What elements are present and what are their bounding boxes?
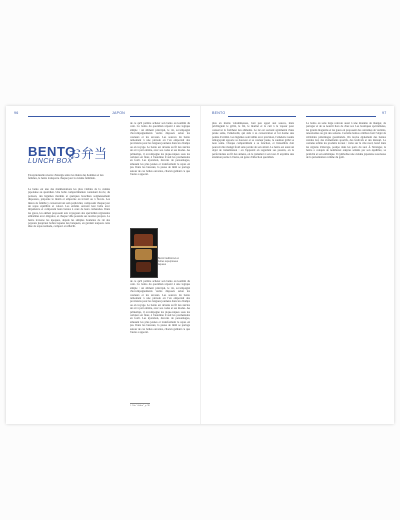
text-column-3: plus en moins volumineuses, font peu appel aux sauces, mais privilégient le grillé, le frit, le mariné et le cuit à la vapeur pour conserver la fraîcheur des aliments. Le riz est souvent agrémenté d'une prune salée, l'umeboshi, qui aide à sa conservation et lui donne une pointe d'acidité. Les légumes sont taillés avec précision, l'omelette roulée tamagoyaki apporte sa douceur et sa couleur jaune, le saumon grillé sa note salée. Chaque compartiment a sa fonction, et l'ensemble doit pouvoir être mangé froid sans perdre de son attrait. Le bento est aussi un objet de transmission : on l'apprend en regardant ses parents, on le perfectionne au fil des années, on le transmet à son tour. Il exprime une attention portée à l'autre, un geste d'affection quotidien. [212,122,294,160]
text-column-4: Le bento au sens large renvoie aussi à une manière de manger, de partager et de se nourrir hors de chez soi. Les boutiques spécialisées, les grands magasins et les gares en proposent des centaines de variétés, renouvelées au gré des saisons. Certains bentos célèbres font l'objet de véritables pèlerinages gourmands. On trouve également des bentos vendus lors des événements sportifs, des festivals et des matsuri. Le contenu reflète les produits locaux : crabe sur la côte nord, bœuf dans les régions d'élevage, poulpe dans les ports du sud. À l'étranger, le bento a conquis de nombreux adeptes séduits par son équilibre, sa praticité et son esthétique. Il symbolise une cuisine japonaise soucieuse de la présentation comme du goût. [306,122,386,160]
footnote: 1. Voir "ekiben", p. 96. [130,405,151,407]
page-number-left: 96 [14,111,19,115]
page-number-right: 97 [382,111,387,115]
photo-caption: Bento traditionnel en boîtes superposées laquées [158,258,180,266]
lacquer-box-middle [135,249,152,260]
chapter-title-kanji: お弁当 [68,147,108,162]
chapter-subtitle: LUNCH BOX [28,158,73,165]
book-gutter [200,106,201,424]
bento-box-photo [130,228,158,278]
text-column-1: Le bento est une des manifestations les plus visibles de la cuisine japonaise au quotidien. Une boîte compartimentée contenant du riz, du poisson, des légumes marinés et quelques bouchées soigneusement disposées, préparée le matin et emportée au travail ou à l'école. Les mères de famille y consacrent un soin particulier, composant chaque jour un repas équilibré et coloré. Les enfants ouvrent leur boîte avec impatience et comparent leurs bentos à ceux de leurs camarades. Dans les gares, les ekiben proposent aux voyageurs des spécialités régionales emballées avec élégance, et chaque ville possède ses recettes propres. Le bento traverse les époques, depuis les simples boulettes de riz des paysans jusqu'aux boîtes laquées des banquets, en gardant toujours cette idée de repas nomade, compact et réfléchi. [28,188,110,229]
epigraph: Exceptionnelle réserve d'énergie entre les mains des hommes et des femmes, le bento transporte chaque jour la cuisine familiale. [28,174,104,181]
running-header-left: JAPON [112,111,125,115]
box-cord [131,246,157,248]
text-column-2b: de ce qu'il préfère acheter son bento au konbini du coin. Ce bento du quotidien répond à une logique simple : un aliment principal, le riz, accompagné d'accompagnements variés disposés selon les couleurs et les saveurs. Les sources du bento remontent à une période où l'on emportait des provisions pour les longues journées dans les champs ou en voyage. Le bento est devenu au fil des siècles un art à part entière, avec ses codes et ses modes. Au printemps, il accompagne les pique-niques sous les cerisiers en fleur, à l'automne il suit les promenades en forêt. Les kyaraben, décorés de personnages, amusent les plus jeunes et transforment le repas en jeu. Dans les bureaux, la pause de midi se partage autour de ces boîtes ouvertes, chacun goûtant ce que l'autre a apporté. [130,280,190,335]
book-spread [6,106,394,424]
lacquer-box-bottom [136,262,151,272]
text-column-2: de ce qu'il préfère acheter son bento au konbini du coin. Ce bento du quotidien répond à une logique simple : un aliment principal, le riz, accompagné d'accompagnements variés disposés selon les couleurs et les saveurs. Les sources du bento remontent à une période où l'on emportait des provisions pour les longues journées dans les champs ou en voyage. Le bento est devenu au fil des siècles un art à part entière, avec ses codes et ses modes. Au printemps, il accompagne les pique-niques sous les cerisiers en fleur, à l'automne il suit les promenades en forêt. Les kyaraben, décorés de personnages, amusent les plus jeunes et transforment le repas en jeu. Dans les bureaux, la pause de midi se partage autour de ces boîtes ouvertes, chacun goûtant ce que l'autre a apporté. [130,122,190,177]
chapter-title: BENTO [28,144,76,159]
running-header-right: BENTO [212,111,226,115]
